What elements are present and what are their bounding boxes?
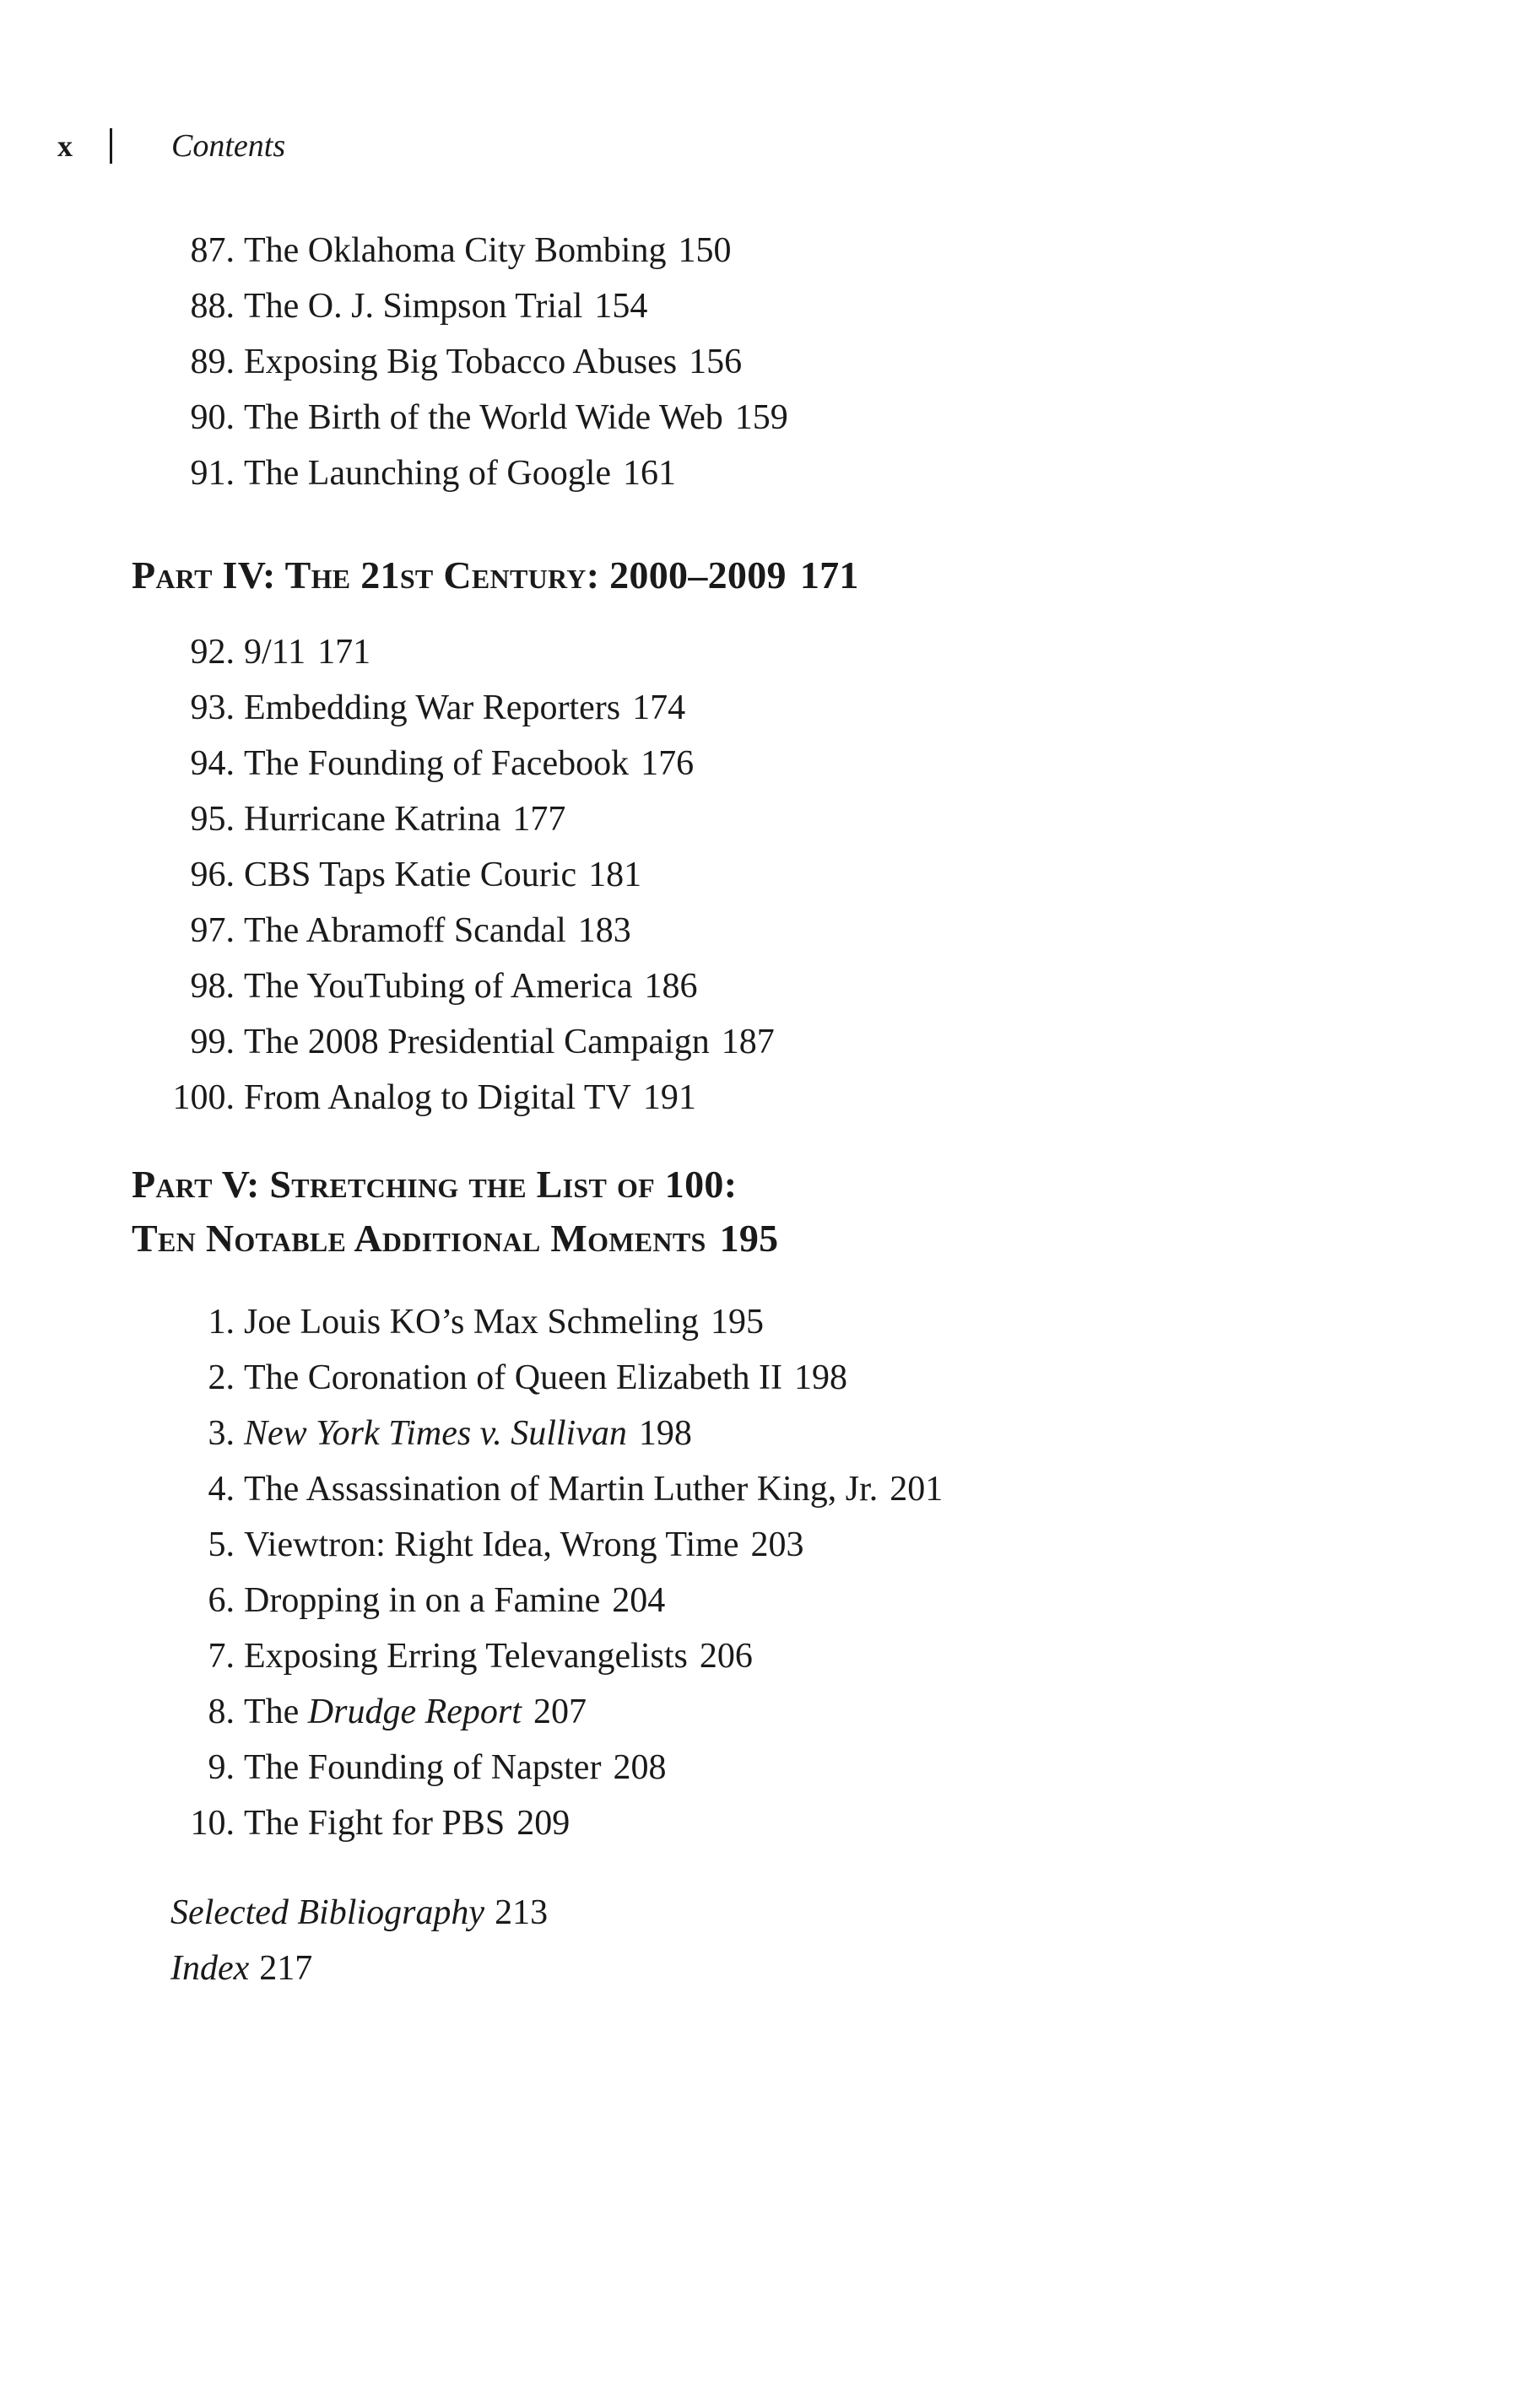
entry-page: 201: [890, 1470, 944, 1509]
entry-page: 176: [641, 744, 695, 783]
entry-number: 94.: [190, 744, 235, 783]
entry-page: 150: [678, 231, 732, 270]
toc-entry[interactable]: [0, 1294, 1525, 1350]
header-rule: [110, 128, 112, 164]
entry-number: 100.: [172, 1078, 235, 1117]
entry-title: CBS Taps Katie Couric: [244, 856, 577, 894]
back-matter-label: Index: [170, 1949, 250, 1988]
entry-number: 98.: [190, 967, 235, 1006]
entry-number: 90.: [190, 398, 235, 437]
entry-number: 10.: [190, 1804, 235, 1843]
entry-title: The YouTubing of America: [244, 967, 633, 1006]
entry-number: 97.: [190, 911, 235, 950]
toc-entry[interactable]: [0, 1740, 1525, 1795]
toc-entry[interactable]: [0, 223, 1525, 278]
part-iv-heading[interactable]: [132, 548, 859, 602]
entry-title-prefix: The: [244, 1693, 300, 1731]
toc-entry[interactable]: [0, 1795, 1525, 1851]
entry-title: The Birth of the World Wide Web: [244, 398, 723, 437]
toc-entry[interactable]: [0, 334, 1525, 390]
back-matter-label: Selected Bibliography: [170, 1893, 485, 1932]
entry-page: 187: [721, 1023, 775, 1061]
entry-page: 208: [613, 1748, 667, 1787]
entry-page: 204: [612, 1581, 666, 1620]
toc-group-part-iv: [0, 624, 1525, 1126]
entry-number: 89.: [190, 343, 235, 381]
entry-title: The 2008 Presidential Campaign: [244, 1023, 710, 1061]
toc-entry[interactable]: [0, 1517, 1525, 1573]
entry-number: 5.: [208, 1525, 235, 1564]
entry-number: 2.: [208, 1358, 235, 1397]
toc-entry[interactable]: [0, 1684, 1525, 1740]
entry-page: 171: [317, 633, 371, 672]
back-matter-page: 217: [259, 1949, 313, 1988]
entry-title: Dropping in on a Famine: [244, 1581, 601, 1620]
entry-title: Viewtron: Right Idea, Wrong Time: [244, 1525, 739, 1564]
toc-entry[interactable]: [0, 680, 1525, 736]
toc-entry[interactable]: [0, 1461, 1525, 1517]
entry-page: 183: [577, 911, 631, 950]
entry-number: 8.: [208, 1693, 235, 1731]
toc-entry[interactable]: [0, 1350, 1525, 1406]
entry-title: Joe Louis KO’s Max Schmeling: [244, 1303, 699, 1342]
back-matter-page: 213: [495, 1893, 549, 1932]
entry-title-italic: New York Times v. Sullivan: [244, 1414, 627, 1453]
entry-page: 209: [516, 1804, 571, 1843]
entry-number: 3.: [208, 1414, 235, 1453]
toc-entry[interactable]: [0, 624, 1525, 680]
entry-page: 156: [689, 343, 743, 381]
part-v-line2: Ten Notable Additional Moments: [132, 1217, 706, 1260]
toc-entry[interactable]: [0, 736, 1525, 791]
toc-entry[interactable]: [0, 278, 1525, 334]
entry-page: 154: [594, 287, 648, 326]
entry-title: Exposing Big Tobacco Abuses: [244, 343, 678, 381]
entry-page: 161: [623, 454, 677, 493]
toc-entry[interactable]: [0, 1573, 1525, 1628]
entry-number: 7.: [208, 1637, 235, 1676]
toc-entry[interactable]: [0, 1070, 1525, 1126]
entry-title-italic: Drudge Report: [307, 1693, 522, 1731]
entry-page: 177: [512, 800, 566, 839]
toc-entry[interactable]: [0, 847, 1525, 903]
entry-title: Hurricane Katrina: [244, 800, 501, 839]
toc-entry[interactable]: [0, 1014, 1525, 1070]
entry-page: 159: [734, 398, 788, 437]
entry-page: 181: [588, 856, 642, 894]
entry-number: 95.: [190, 800, 235, 839]
toc-group-part-iii-end: [0, 223, 1525, 501]
toc-entry-bibliography[interactable]: [170, 1885, 548, 1941]
entry-number: 9.: [208, 1748, 235, 1787]
entry-number: 91.: [190, 454, 235, 493]
part-v-line1: Part V: Stretching the List of 100:: [132, 1163, 738, 1206]
toc-entry[interactable]: [0, 1406, 1525, 1461]
part-iv-label: Part IV: The 21st Century: 2000–2009: [132, 553, 787, 597]
entry-title: 9/11: [244, 633, 306, 672]
entry-page: 195: [710, 1303, 764, 1342]
entry-page: 206: [699, 1637, 753, 1676]
part-iv-page: 171: [799, 553, 859, 597]
entry-number: 88.: [190, 287, 235, 326]
running-head-title: Contents: [171, 128, 286, 164]
running-head: [57, 125, 285, 167]
entry-title: The Founding of Napster: [244, 1748, 602, 1787]
entry-title: The Coronation of Queen Elizabeth II: [244, 1358, 782, 1397]
entry-title: Embedding War Reporters: [244, 688, 621, 727]
entry-number: 93.: [190, 688, 235, 727]
entry-page: 191: [642, 1078, 696, 1117]
entry-page: 186: [644, 967, 698, 1006]
entry-page: 198: [793, 1358, 847, 1397]
back-matter: [170, 1885, 548, 1996]
page-folio: x: [57, 129, 73, 163]
toc-entry-index[interactable]: [170, 1941, 548, 1996]
toc-entry[interactable]: [0, 958, 1525, 1014]
part-v-heading[interactable]: [132, 1158, 778, 1266]
entry-title: The Oklahoma City Bombing: [244, 231, 667, 270]
entry-number: 87.: [190, 231, 235, 270]
entry-page: 198: [638, 1414, 692, 1453]
toc-group-part-v: [0, 1294, 1525, 1851]
entry-number: 4.: [208, 1470, 235, 1509]
entry-number: 99.: [190, 1023, 235, 1061]
entry-title: The O. J. Simpson Trial: [244, 287, 583, 326]
entry-title: The Fight for PBS: [244, 1804, 506, 1843]
entry-page: 207: [533, 1693, 587, 1731]
entry-title: The Launching of Google: [244, 454, 612, 493]
entry-number: 96.: [190, 856, 235, 894]
entry-title: From Analog to Digital TV: [244, 1078, 631, 1117]
entry-title: The Abramoff Scandal: [244, 911, 566, 950]
entry-number: 6.: [208, 1581, 235, 1620]
entry-number: 92.: [190, 633, 235, 672]
toc-entry[interactable]: [0, 390, 1525, 445]
toc-entry[interactable]: [0, 445, 1525, 501]
part-v-page: 195: [719, 1217, 779, 1260]
toc-entry[interactable]: [0, 791, 1525, 847]
entry-title: The Assassination of Martin Luther King, Jr.: [244, 1470, 879, 1509]
entry-title: The Founding of Facebook: [244, 744, 630, 783]
entry-page: 203: [750, 1525, 804, 1564]
entry-title: Exposing Erring Televangelists: [244, 1637, 688, 1676]
entry-number: 1.: [208, 1303, 235, 1342]
toc-entry[interactable]: [0, 1628, 1525, 1684]
entry-page: 174: [632, 688, 686, 727]
toc-entry[interactable]: [0, 903, 1525, 958]
